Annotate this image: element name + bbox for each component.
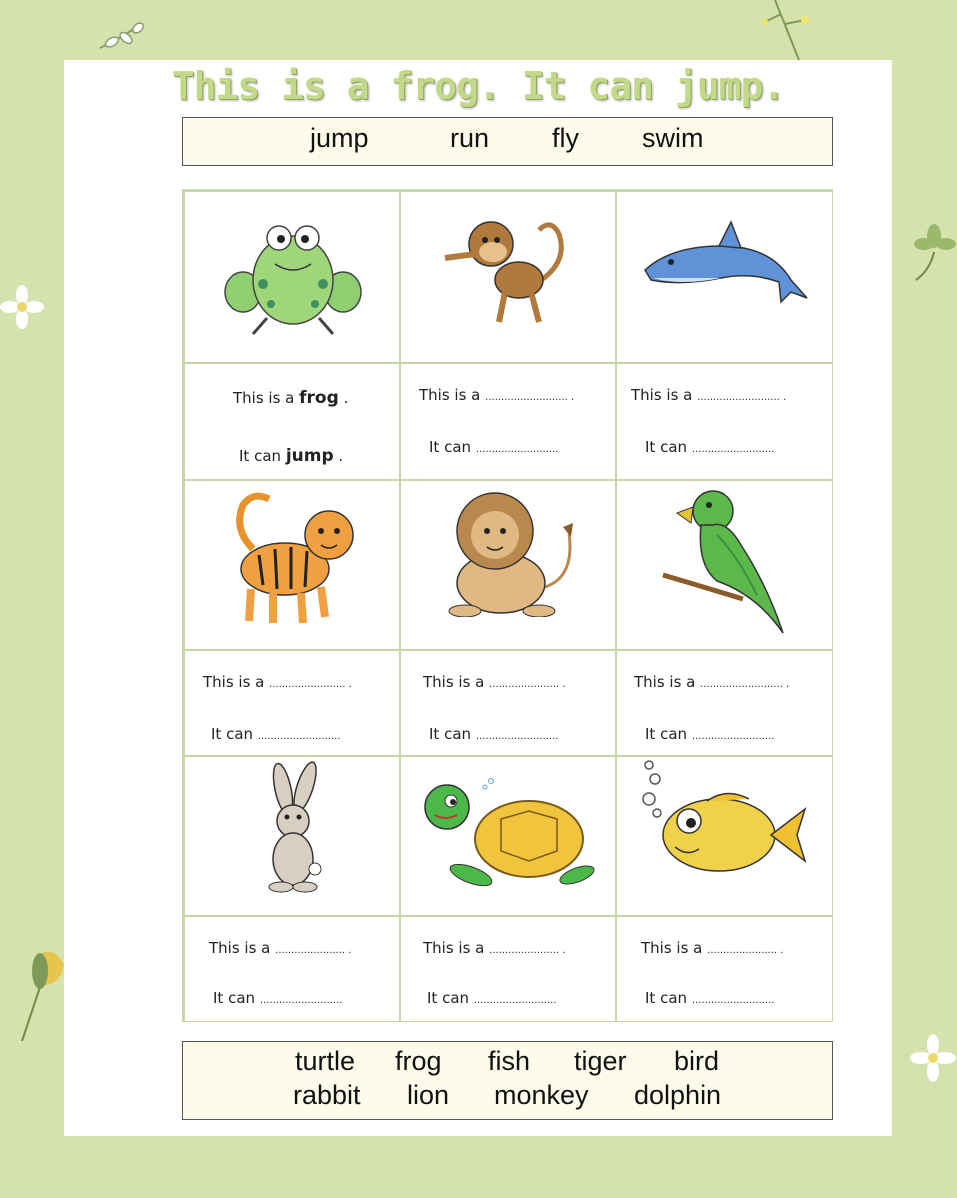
picture-cell bbox=[184, 756, 400, 916]
sentence-cell bbox=[616, 916, 833, 1022]
sentence-line-2: It can .......................... bbox=[645, 438, 775, 456]
noun-word: turtle bbox=[295, 1046, 356, 1076]
picture-cell bbox=[400, 756, 616, 916]
sprig-decoration-icon bbox=[98, 20, 152, 60]
sentence-cell bbox=[184, 916, 400, 1022]
answer-blank[interactable]: .......................... bbox=[473, 995, 557, 1006]
sentence-cell bbox=[184, 650, 400, 756]
answer-blank[interactable]: .......................... bbox=[691, 444, 775, 455]
sentence-line-1: This is a .......................... . bbox=[419, 386, 575, 404]
tiger-picture bbox=[229, 489, 359, 629]
branch-decoration-icon bbox=[755, 0, 815, 62]
frog-picture bbox=[223, 214, 363, 338]
parrot-picture bbox=[657, 485, 797, 637]
noun-word: lion bbox=[407, 1080, 450, 1110]
verb-word: swim bbox=[642, 123, 704, 153]
picture-cell bbox=[184, 191, 400, 363]
picture-cell bbox=[616, 191, 833, 363]
picture-cell bbox=[400, 480, 616, 650]
sentence-line-1: This is a ...................... . bbox=[423, 673, 566, 691]
worksheet-title: This is a frog. It can jump. bbox=[171, 64, 785, 108]
sentence-line-2: It can jump . bbox=[239, 446, 344, 466]
dolphin-picture bbox=[641, 216, 811, 310]
sentence-line-2: It can .......................... bbox=[645, 725, 775, 743]
sentence-cell bbox=[184, 363, 400, 480]
monkey-picture bbox=[439, 214, 579, 332]
sentence-cell bbox=[400, 363, 616, 480]
rabbit-picture bbox=[255, 761, 335, 895]
noun-word: dolphin bbox=[634, 1080, 722, 1110]
answer-blank[interactable]: ...................... . bbox=[489, 679, 566, 690]
sentence-cell bbox=[616, 363, 833, 480]
sentence-line-1: This is a frog . bbox=[233, 388, 349, 408]
green-flower-icon bbox=[912, 222, 957, 284]
sentence-line-1: This is a ........................ . bbox=[203, 673, 352, 691]
white-flower-small-icon bbox=[910, 1033, 956, 1083]
sentence-line-1: This is a ...................... . bbox=[641, 939, 784, 957]
noun-word: frog bbox=[395, 1046, 442, 1076]
answer-blank[interactable]: .......................... bbox=[257, 731, 341, 742]
answer-blank[interactable]: ...................... . bbox=[275, 945, 352, 956]
noun-word: bird bbox=[674, 1046, 720, 1076]
animal-grid bbox=[182, 189, 833, 1022]
lion-picture bbox=[435, 487, 585, 617]
sentence-line-2: It can .......................... bbox=[211, 725, 341, 743]
verb-word-bank bbox=[182, 117, 833, 166]
answer-blank[interactable]: .......................... . bbox=[700, 679, 790, 690]
sentence-line-2: It can .......................... bbox=[429, 438, 559, 456]
answer-blank[interactable]: ...................... . bbox=[489, 945, 566, 956]
verb-word: fly bbox=[552, 123, 579, 153]
sentence-line-2: It can .......................... bbox=[213, 989, 343, 1007]
sentence-line-2: It can .......................... bbox=[427, 989, 557, 1007]
answer-blank[interactable]: .......................... bbox=[475, 731, 559, 742]
answer-blank[interactable]: .......................... bbox=[259, 995, 343, 1006]
answer-frog: frog bbox=[299, 388, 339, 408]
noun-word: tiger bbox=[574, 1046, 627, 1076]
noun-word: monkey bbox=[494, 1080, 589, 1110]
sentence-line-1: This is a ...................... . bbox=[209, 939, 352, 957]
answer-jump: jump bbox=[285, 446, 334, 466]
sentence-line-1: This is a ...................... . bbox=[423, 939, 566, 957]
picture-cell bbox=[184, 480, 400, 650]
sentence-cell bbox=[400, 650, 616, 756]
sentence-line-1: This is a .......................... . bbox=[631, 386, 787, 404]
sentence-cell bbox=[400, 916, 616, 1022]
fish-picture bbox=[637, 757, 813, 883]
answer-blank[interactable]: .......................... . bbox=[697, 392, 787, 403]
noun-word: fish bbox=[488, 1046, 531, 1076]
answer-blank[interactable]: ........................ . bbox=[269, 679, 352, 690]
verb-word: run bbox=[450, 123, 490, 153]
answer-blank[interactable]: .......................... . bbox=[485, 392, 575, 403]
turtle-picture bbox=[421, 775, 597, 903]
picture-cell bbox=[616, 480, 833, 650]
sentence-line-1: This is a .......................... . bbox=[634, 673, 790, 691]
answer-blank[interactable]: ...................... . bbox=[707, 945, 784, 956]
picture-cell bbox=[616, 756, 833, 916]
noun-word-bank bbox=[182, 1041, 833, 1120]
sentence-line-2: It can .......................... bbox=[645, 989, 775, 1007]
answer-blank[interactable]: .......................... bbox=[691, 731, 775, 742]
answer-blank[interactable]: .......................... bbox=[475, 444, 559, 455]
sentence-line-2: It can .......................... bbox=[429, 725, 559, 743]
answer-blank[interactable]: .......................... bbox=[691, 995, 775, 1006]
verb-word: jump bbox=[310, 123, 369, 153]
bell-flower-icon bbox=[14, 945, 66, 1045]
white-flower-icon bbox=[0, 285, 44, 329]
picture-cell bbox=[400, 191, 616, 363]
noun-word: rabbit bbox=[293, 1080, 361, 1110]
sentence-cell bbox=[616, 650, 833, 756]
